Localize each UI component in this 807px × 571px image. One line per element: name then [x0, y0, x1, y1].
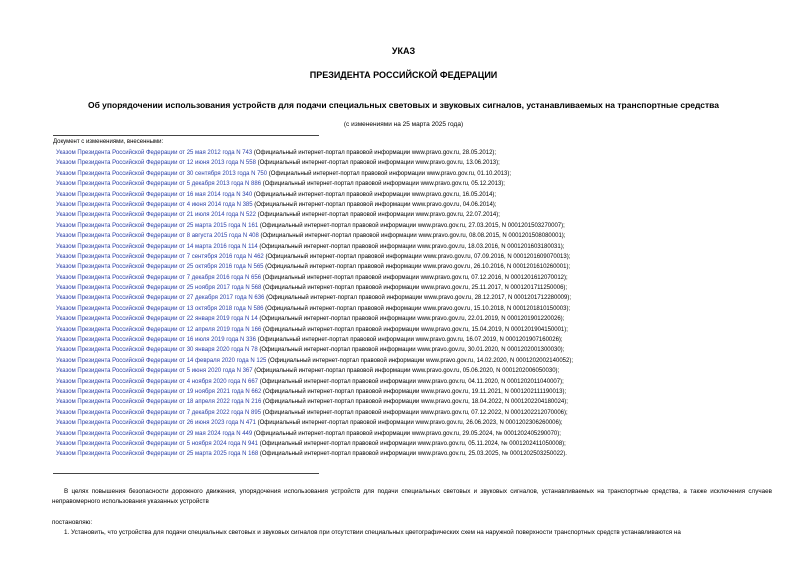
amendment-source-note: (Официальный интернет-портал правовой информации www.pravo.gov.ru, 18.04.2022, N 0001202204180024);	[261, 399, 568, 406]
amendment-link[interactable]: Указом Президента Российской Федерации от 18 апреля 2022 года N 216	[56, 399, 262, 406]
amendment-link[interactable]: Указом Президента Российской Федерации от 22 января 2019 года N 14	[56, 316, 258, 323]
amendment-item	[53, 283, 793, 293]
amendment-source-note: (Официальный интернет-портал правовой информации www.pravo.gov.ru, 16.05.2014);	[252, 191, 497, 198]
amendment-source-note: (Официальный интернет-портал правовой информации www.pravo.gov.ru, 26.06.2023, N 0001202306260006);	[255, 420, 563, 427]
amendment-link[interactable]: Указом Президента Российской Федерации от 4 ноября 2020 года N 667	[56, 378, 259, 385]
amendment-item	[53, 221, 793, 231]
decree-word: постановляю:	[52, 519, 93, 526]
preamble-paragraph: В целях повышения безопасности дорожного движения, упорядочения использования устройств для подачи специальных световых и звуковых сигналов, устанавливаемых на транспортные средства, а также исключения случаев неправомерного использования указанных устройств	[52, 488, 772, 505]
decree-subject: Об упорядочении использования устройств для подачи специальных световых и звуковых сигналов, устанавливаемых на транспортные средства	[87, 100, 720, 110]
amendment-link[interactable]: Указом Президента Российской Федерации от 21 июля 2014 года N 522	[56, 212, 256, 219]
amendment-item	[53, 273, 793, 283]
amendment-link[interactable]: Указом Президента Российской Федерации от 19 ноября 2021 года N 662	[56, 388, 262, 395]
amendment-item	[53, 418, 793, 428]
amendment-source-note: (Официальный интернет-портал правовой информации www.pravo.gov.ru, 07.12.2016, N 0001201612070012);	[261, 274, 568, 281]
amendment-link[interactable]: Указом Президента Российской Федерации от 14 марта 2016 года N 114	[56, 243, 258, 250]
amendment-link[interactable]: Указом Президента Российской Федерации от 4 июня 2014 года N 385	[56, 201, 253, 208]
amendment-source-note: (Официальный интернет-портал правовой информации www.pravo.gov.ru, 01.10.2013);	[267, 170, 511, 177]
amendment-link[interactable]: Указом Президента Российской Федерации от 8 августа 2015 года N 408	[56, 233, 259, 240]
amendment-item	[53, 408, 793, 418]
clause-1: 1. Установить, что устройства для подачи специальных световых и звуковых сигналов при отсутствии специальных цветографических схем на наружной поверхности транспортных средств устанавливаются на	[64, 529, 681, 536]
amendment-link[interactable]: Указом Президента Российской Федерации от 16 мая 2014 года N 340	[56, 191, 253, 198]
amendment-source-note: (Официальный интернет-портал правовой информации www.pravo.gov.ru, 27.03.2015, N 0001201503270007);	[258, 222, 565, 229]
amendment-source-note: (Официальный интернет-портал правовой информации www.pravo.gov.ru, 25.11.2017, N 0001201711250006);	[261, 285, 568, 292]
amendment-source-note: (Официальный интернет-портал правовой информации www.pravo.gov.ru, 28.12.2017, N 0001201712280009);	[264, 295, 572, 302]
amendment-link[interactable]: Указом Президента Российской Федерации от 26 июня 2023 года N 471	[56, 420, 256, 427]
amendment-item	[53, 293, 793, 303]
amendment-item	[53, 366, 793, 376]
amendment-item	[53, 148, 793, 158]
amendment-link[interactable]: Указом Президента Российской Федерации от 7 сентября 2016 года N 462	[56, 253, 264, 260]
amendment-source-note: (Официальный интернет-портал правовой информации www.pravo.gov.ru, 28.05.2012);	[252, 150, 497, 156]
amendment-link[interactable]: Указом Президента Российской Федерации от 25 марта 2025 года N 168	[56, 451, 259, 458]
amendment-link[interactable]: Указом Президента Российской Федерации от 7 декабря 2016 года N 656	[56, 274, 262, 281]
amendment-item	[53, 356, 793, 366]
amendments-heading: Документ с изменениями, внесенными:	[53, 139, 164, 145]
amendment-source-note: (Официальный интернет-портал правовой информации www.pravo.gov.ru, 05.06.2020, N 0001202006050030);	[252, 368, 560, 375]
amendment-source-note: (Официальный интернет-портал правовой информации www.pravo.gov.ru, 07.12.2022, N 0001202212070006);	[261, 409, 568, 416]
amendment-item	[53, 190, 793, 200]
amendment-link[interactable]: Указом Президента Российской Федерации от 30 января 2020 года N 78	[56, 347, 258, 354]
amendment-link[interactable]: Указом Президента Российской Федерации от 25 марта 2015 года N 161	[56, 222, 259, 229]
amendment-source-note: (Официальный интернет-портал правовой информации www.pravo.gov.ru, 08.08.2015, N 0001201508080001);	[258, 233, 566, 240]
amendment-link[interactable]: Указом Президента Российской Федерации от 16 июля 2019 года N 336	[56, 337, 256, 344]
amendment-source-note: (Официальный интернет-портал правовой информации www.pravo.gov.ru, 25.03.2025, № 0001202503250022).	[258, 451, 567, 458]
amendment-item	[53, 377, 793, 387]
amendment-source-note: (Официальный интернет-портал правовой информации www.pravo.gov.ru, 18.03.2016, N 0001201603180031);	[257, 243, 565, 250]
amendment-source-note: (Официальный интернет-портал правовой информации www.pravo.gov.ru, 13.06.2013);	[255, 160, 500, 167]
amendment-link[interactable]: Указом Президента Российской Федерации от 29 мая 2024 года N 449	[56, 430, 253, 437]
amendment-item	[53, 169, 793, 179]
amendment-item	[53, 387, 793, 397]
amendment-source-note: (Официальный интернет-портал правовой информации www.pravo.gov.ru, 05.11.2024, № 0001202411050008);	[258, 440, 566, 447]
amendment-source-note: (Официальный интернет-портал правовой информации www.pravo.gov.ru, 30.01.2020, N 0001202001300030);	[257, 347, 565, 354]
amendment-source-note: (Официальный интернет-портал правовой информации www.pravo.gov.ru, 07.09.2016, N 0001201609070013);	[263, 253, 571, 260]
amendment-item	[53, 158, 793, 168]
amendment-item	[53, 449, 793, 459]
amendment-item	[53, 210, 793, 220]
amendments-block	[53, 136, 793, 460]
amendment-item	[53, 200, 793, 210]
decree-title: УКАЗ	[391, 46, 416, 56]
revision-note: (с изменениями на 25 марта 2025 года)	[343, 121, 464, 128]
amendment-source-note: (Официальный интернет-портал правовой информации www.pravo.gov.ru, 26.10.2016, N 0001201610260001);	[263, 264, 571, 271]
amendment-item	[53, 252, 793, 262]
amendment-source-note: (Официальный интернет-портал правовой информации www.pravo.gov.ru, 14.02.2020, N 0001202002140052);	[266, 357, 573, 364]
amendment-item	[53, 325, 793, 335]
amendment-item	[53, 345, 793, 355]
amendment-item	[53, 179, 793, 189]
amendment-source-note: (Официальный интернет-портал правовой информации www.pravo.gov.ru, 15.04.2019, N 0001201904150001);	[261, 326, 568, 333]
amendments-list	[53, 148, 793, 460]
amendment-link[interactable]: Указом Президента Российской Федерации от 5 июня 2020 года N 367	[56, 368, 253, 375]
amendment-link[interactable]: Указом Президента Российской Федерации от 25 октября 2016 года N 565	[56, 264, 264, 271]
amendment-item	[53, 397, 793, 407]
amendment-item	[53, 231, 793, 241]
amendment-link[interactable]: Указом Президента Российской Федерации от 5 ноября 2024 года N 941	[56, 440, 259, 447]
amendment-item	[53, 262, 793, 272]
amendment-source-note: (Официальный интернет-портал правовой информации www.pravo.gov.ru, 19.11.2021, N 0001202111190013);	[261, 388, 567, 395]
amendment-link[interactable]: Указом Президента Российской Федерации от 12 апреля 2019 года N 166	[56, 326, 262, 333]
amendment-item	[53, 304, 793, 314]
amendment-source-note: (Официальный интернет-портал правовой информации www.pravo.gov.ru, 16.07.2019, N 0001201907160026);	[255, 337, 563, 344]
amendment-link[interactable]: Указом Президента Российской Федерации от 25 мая 2012 года N 743	[56, 150, 253, 156]
amendments-bottom-rule	[53, 473, 319, 474]
decree-authority: ПРЕЗИДЕНТА РОССИЙСКОЙ ФЕДЕРАЦИИ	[309, 70, 498, 80]
amendment-item	[53, 314, 793, 324]
amendment-source-note: (Официальный интернет-портал правовой информации www.pravo.gov.ru, 05.12.2013);	[261, 181, 505, 188]
amendment-source-note: (Официальный интернет-портал правовой информации www.pravo.gov.ru, 15.10.2018, N 0001201810150003);	[263, 305, 571, 312]
amendment-link[interactable]: Указом Президента Российской Федерации от 14 февраля 2020 года N 125	[56, 357, 267, 364]
amendment-source-note: (Официальный интернет-портал правовой информации www.pravo.gov.ru, 22.07.2014);	[255, 212, 500, 219]
amendment-source-note: (Официальный интернет-портал правовой информации www.pravo.gov.ru, 04.06.2014);	[252, 201, 497, 208]
amendment-source-note: (Официальный интернет-портал правовой информации www.pravo.gov.ru, 04.11.2020, N 0001202011040007);	[258, 378, 564, 385]
amendment-link[interactable]: Указом Президента Российской Федерации от 30 сентября 2013 года N 750	[56, 170, 268, 177]
amendment-source-note: (Официальный интернет-портал правовой информации www.pravo.gov.ru, 22.01.2019, N 0001201901220026);	[257, 316, 565, 323]
amendment-source-note: (Официальный интернет-портал правовой информации www.pravo.gov.ru, 29.05.2024, № 0001202405290070);	[252, 430, 561, 437]
amendment-item	[53, 242, 793, 252]
amendment-item	[53, 429, 793, 439]
amendment-link[interactable]: Указом Президента Российской Федерации от 12 июня 2013 года N 558	[56, 160, 256, 167]
amendment-link[interactable]: Указом Президента Российской Федерации от 27 декабря 2017 года N 636	[56, 295, 265, 302]
amendment-link[interactable]: Указом Президента Российской Федерации от 13 октября 2018 года N 586	[56, 305, 264, 312]
amendment-link[interactable]: Указом Президента Российской Федерации от 7 декабря 2022 года N 895	[56, 409, 262, 416]
amendment-link[interactable]: Указом Президента Российской Федерации от 5 декабря 2013 года N 886	[56, 181, 262, 188]
amendment-link[interactable]: Указом Президента Российской Федерации от 25 ноября 2017 года N 568	[56, 285, 262, 292]
amendment-item	[53, 335, 793, 345]
amendment-item	[53, 439, 793, 449]
